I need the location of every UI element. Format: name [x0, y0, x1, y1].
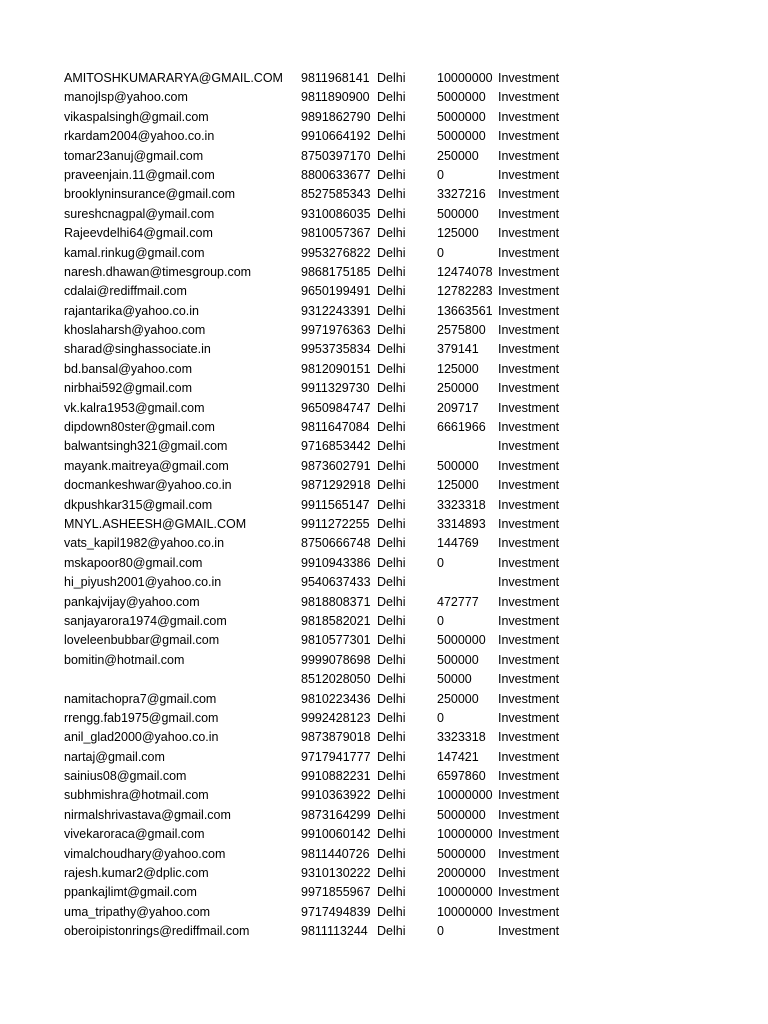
phone-cell: 9873164299: [301, 807, 371, 822]
type-cell: Investment: [498, 458, 560, 473]
type-cell: Investment: [498, 148, 560, 163]
table-row: [0, 728, 768, 747]
phone-cell: 9717941777: [301, 749, 371, 764]
city-cell: Delhi: [377, 633, 406, 648]
table-row: [0, 651, 768, 670]
amount-cell: 379141: [437, 342, 479, 357]
email-cell: sureshcnagpal@ymail.com: [64, 206, 215, 221]
city-cell: Delhi: [377, 904, 406, 919]
email-cell: rkardam2004@yahoo.co.in: [64, 129, 215, 144]
amount-cell: 0: [437, 245, 444, 260]
email-cell: brooklyninsurance@gmail.com: [64, 187, 236, 202]
table-row: [0, 612, 768, 631]
city-cell: Delhi: [377, 924, 406, 939]
email-cell: cdalai@rediffmail.com: [64, 284, 187, 299]
email-cell: docmankeshwar@yahoo.co.in: [64, 478, 232, 493]
city-cell: Delhi: [377, 846, 406, 861]
type-cell: Investment: [498, 885, 560, 900]
email-cell: sanjayarora1974@gmail.com: [64, 613, 227, 628]
table-row: [0, 767, 768, 786]
phone-cell: 9910664192: [301, 129, 371, 144]
amount-cell: 5000000: [437, 846, 486, 861]
phone-cell: 9811968141: [301, 71, 370, 85]
email-cell: MNYL.ASHEESH@GMAIL.COM: [64, 516, 247, 531]
email-cell: ppankajlimt@gmail.com: [64, 885, 197, 900]
amount-cell: 250000: [437, 148, 479, 163]
phone-cell: 9911272255: [301, 516, 370, 531]
table-row: [0, 845, 768, 864]
amount-cell: 209717: [437, 400, 479, 415]
table-row: [0, 205, 768, 224]
amount-cell: 5000000: [437, 109, 486, 124]
city-cell: Delhi: [377, 885, 406, 900]
table-row: [0, 69, 768, 88]
type-cell: Investment: [498, 827, 560, 842]
city-cell: Delhi: [377, 730, 406, 745]
amount-cell: 2575800: [437, 323, 486, 338]
type-cell: Investment: [498, 672, 560, 687]
type-cell: Investment: [498, 361, 560, 376]
email-cell: loveleenbubbar@gmail.com: [64, 633, 220, 648]
table-row: [0, 185, 768, 204]
type-cell: Investment: [498, 536, 560, 551]
city-cell: Delhi: [377, 303, 406, 318]
email-cell: bomitin@hotmail.com: [64, 652, 185, 667]
email-cell: anil_glad2000@yahoo.co.in: [64, 730, 219, 745]
email-cell: dipdown80ster@gmail.com: [64, 420, 215, 435]
phone-cell: 9911565147: [301, 497, 370, 512]
table-row: [0, 515, 768, 534]
amount-cell: 5000000: [437, 129, 486, 144]
city-cell: Delhi: [377, 478, 406, 493]
type-cell: Investment: [498, 323, 560, 338]
city-cell: Delhi: [377, 361, 406, 376]
type-cell: Investment: [498, 555, 560, 570]
type-cell: Investment: [498, 167, 560, 182]
email-cell: rrengg.fab1975@gmail.com: [64, 710, 219, 725]
table-row: [0, 883, 768, 902]
email-cell: mskapoor80@gmail.com: [64, 555, 203, 570]
type-cell: Investment: [498, 478, 560, 493]
email-cell: oberoipistonrings@rediffmail.com: [64, 924, 250, 939]
phone-cell: 9818808371: [301, 594, 371, 609]
city-cell: Delhi: [377, 167, 406, 182]
amount-cell: 5000000: [437, 90, 486, 105]
table-row: [0, 806, 768, 825]
type-cell: Investment: [498, 109, 560, 124]
email-cell: AMITOSHKUMARARYA@GMAIL.COM: [64, 71, 283, 85]
phone-cell: 9953735834: [301, 342, 371, 357]
table-row: [0, 690, 768, 709]
table-row: [0, 534, 768, 553]
amount-cell: 3314893: [437, 516, 486, 531]
email-cell: sainius08@gmail.com: [64, 769, 187, 784]
table-row: [0, 147, 768, 166]
amount-cell: 500000: [437, 206, 479, 221]
amount-cell: 6661966: [437, 420, 486, 435]
table-row: [0, 127, 768, 146]
city-cell: Delhi: [377, 691, 406, 706]
type-cell: Investment: [498, 381, 560, 396]
phone-cell: 9811647084: [301, 420, 370, 435]
email-cell: vk.kalra1953@gmail.com: [64, 400, 205, 415]
city-cell: Delhi: [377, 323, 406, 338]
city-cell: Delhi: [377, 516, 406, 531]
table-row: [0, 786, 768, 805]
type-cell: Investment: [498, 516, 560, 531]
table-row: [0, 864, 768, 883]
table-row: [0, 166, 768, 185]
amount-cell: 0: [437, 613, 444, 628]
amount-cell: 10000000: [437, 904, 493, 919]
email-cell: nirbhai592@gmail.com: [64, 381, 193, 396]
type-cell: Investment: [498, 613, 560, 628]
type-cell: Investment: [498, 420, 560, 435]
type-cell: Investment: [498, 769, 560, 784]
phone-cell: 9871292918: [301, 478, 371, 493]
table-row: [0, 360, 768, 379]
phone-cell: 9910363922: [301, 788, 371, 803]
city-cell: Delhi: [377, 400, 406, 415]
phone-cell: 9811890900: [301, 90, 370, 105]
type-cell: Investment: [498, 264, 560, 279]
table-row: [0, 340, 768, 359]
amount-cell: 125000: [437, 478, 479, 493]
type-cell: Investment: [498, 129, 560, 144]
city-cell: Delhi: [377, 206, 406, 221]
type-cell: Investment: [498, 652, 560, 667]
table-row: [0, 593, 768, 612]
type-cell: Investment: [498, 284, 560, 299]
email-cell: namitachopra7@gmail.com: [64, 691, 217, 706]
amount-cell: 0: [437, 167, 444, 182]
table-row: [0, 457, 768, 476]
email-cell: rajantarika@yahoo.co.in: [64, 303, 199, 318]
email-cell: bd.bansal@yahoo.com: [64, 361, 193, 376]
city-cell: Delhi: [377, 226, 406, 241]
table-row: [0, 825, 768, 844]
type-cell: Investment: [498, 245, 560, 260]
phone-cell: 8750666748: [301, 536, 371, 551]
email-cell: vikaspalsingh@gmail.com: [64, 109, 209, 124]
email-cell: dkpushkar315@gmail.com: [64, 497, 213, 512]
table-row: [0, 437, 768, 456]
phone-cell: 9312243391: [301, 303, 371, 318]
city-cell: Delhi: [377, 807, 406, 822]
amount-cell: 0: [437, 555, 444, 570]
amount-cell: 50000: [437, 672, 472, 687]
amount-cell: 10000000: [437, 71, 493, 85]
city-cell: Delhi: [377, 381, 406, 396]
amount-cell: 250000: [437, 691, 479, 706]
type-cell: Investment: [498, 730, 560, 745]
type-cell: Investment: [498, 303, 560, 318]
email-cell: vivekaroraca@gmail.com: [64, 827, 205, 842]
city-cell: Delhi: [377, 536, 406, 551]
email-cell: subhmishra@hotmail.com: [64, 788, 209, 803]
phone-cell: 9971855967: [301, 885, 371, 900]
email-cell: naresh.dhawan@timesgroup.com: [64, 264, 252, 279]
type-cell: Investment: [498, 788, 560, 803]
table-row: [0, 379, 768, 398]
phone-cell: 9818582021: [301, 613, 371, 628]
city-cell: Delhi: [377, 749, 406, 764]
type-cell: Investment: [498, 807, 560, 822]
table-row: [0, 224, 768, 243]
city-cell: Delhi: [377, 420, 406, 435]
amount-cell: 472777: [437, 594, 479, 609]
phone-cell: 9891862790: [301, 109, 371, 124]
email-cell: pankajvijay@yahoo.com: [64, 594, 200, 609]
type-cell: Investment: [498, 633, 560, 648]
phone-cell: 9650199491: [301, 284, 371, 299]
type-cell: Investment: [498, 439, 560, 454]
table-row: [0, 108, 768, 127]
type-cell: Investment: [498, 342, 560, 357]
type-cell: Investment: [498, 691, 560, 706]
email-cell: hi_piyush2001@yahoo.co.in: [64, 575, 222, 590]
amount-cell: 12782283: [437, 284, 493, 299]
type-cell: Investment: [498, 71, 560, 85]
table-row: [0, 670, 768, 689]
phone-cell: 9717494839: [301, 904, 371, 919]
city-cell: Delhi: [377, 342, 406, 357]
city-cell: Delhi: [377, 827, 406, 842]
amount-cell: 250000: [437, 381, 479, 396]
email-cell: nartaj@gmail.com: [64, 749, 165, 764]
city-cell: Delhi: [377, 264, 406, 279]
phone-cell: 9811113244: [301, 924, 368, 939]
city-cell: Delhi: [377, 613, 406, 628]
phone-cell: 9310086035: [301, 206, 371, 221]
amount-cell: 10000000: [437, 788, 493, 803]
type-cell: Investment: [498, 924, 560, 939]
phone-cell: 8512028050: [301, 672, 371, 687]
phone-cell: 9910882231: [301, 769, 371, 784]
table-row: [0, 399, 768, 418]
city-cell: Delhi: [377, 497, 406, 512]
phone-cell: 9911329730: [301, 381, 370, 396]
phone-cell: 8527585343: [301, 187, 371, 202]
city-cell: Delhi: [377, 109, 406, 124]
email-cell: nirmalshrivastava@gmail.com: [64, 807, 231, 822]
type-cell: Investment: [498, 90, 560, 105]
amount-cell: 3323318: [437, 730, 486, 745]
table-row: [0, 554, 768, 573]
phone-cell: 8800633677: [301, 167, 371, 182]
city-cell: Delhi: [377, 575, 406, 590]
city-cell: Delhi: [377, 458, 406, 473]
phone-cell: 9812090151: [301, 361, 371, 376]
phone-cell: 9716853442: [301, 439, 371, 454]
table-row: [0, 88, 768, 107]
phone-cell: 9953276822: [301, 245, 371, 260]
email-cell: balwantsingh321@gmail.com: [64, 439, 228, 454]
email-cell: tomar23anuj@gmail.com: [64, 148, 204, 163]
amount-cell: 125000: [437, 361, 479, 376]
amount-cell: 147421: [437, 749, 479, 764]
phone-cell: 9873879018: [301, 730, 371, 745]
table-row: [0, 282, 768, 301]
city-cell: Delhi: [377, 555, 406, 570]
table-row: [0, 244, 768, 263]
type-cell: Investment: [498, 187, 560, 202]
type-cell: Investment: [498, 400, 560, 415]
contact-sheet: [0, 69, 768, 942]
email-cell: vimalchoudhary@yahoo.com: [64, 846, 226, 861]
email-cell: khoslaharsh@yahoo.com: [64, 323, 206, 338]
type-cell: Investment: [498, 575, 560, 590]
city-cell: Delhi: [377, 652, 406, 667]
table-row: [0, 903, 768, 922]
email-cell: kamal.rinkug@gmail.com: [64, 245, 205, 260]
city-cell: Delhi: [377, 710, 406, 725]
city-cell: Delhi: [377, 284, 406, 299]
city-cell: Delhi: [377, 148, 406, 163]
city-cell: Delhi: [377, 187, 406, 202]
amount-cell: 5000000: [437, 633, 486, 648]
type-cell: Investment: [498, 594, 560, 609]
table-row: [0, 302, 768, 321]
type-cell: Investment: [498, 226, 560, 241]
city-cell: Delhi: [377, 90, 406, 105]
amount-cell: 3323318: [437, 497, 486, 512]
amount-cell: 0: [437, 924, 444, 939]
table-row: [0, 263, 768, 282]
amount-cell: 144769: [437, 536, 479, 551]
table-row: [0, 922, 768, 941]
type-cell: Investment: [498, 749, 560, 764]
amount-cell: 12474078: [437, 264, 493, 279]
email-cell: praveenjain.11@gmail.com: [64, 167, 215, 182]
amount-cell: 2000000: [437, 866, 486, 881]
amount-cell: 500000: [437, 652, 479, 667]
phone-cell: 9999078698: [301, 652, 371, 667]
phone-cell: 9810057367: [301, 226, 371, 241]
phone-cell: 9810223436: [301, 691, 371, 706]
email-cell: mayank.maitreya@gmail.com: [64, 458, 229, 473]
email-cell: sharad@singhassociate.in: [64, 342, 211, 357]
table-row: [0, 573, 768, 592]
phone-cell: 9310130222: [301, 866, 371, 881]
type-cell: Investment: [498, 206, 560, 221]
amount-cell: 500000: [437, 458, 479, 473]
email-cell: manojlsp@yahoo.com: [64, 90, 188, 105]
amount-cell: 0: [437, 710, 444, 725]
table-row: [0, 709, 768, 728]
city-cell: Delhi: [377, 71, 406, 85]
email-cell: uma_tripathy@yahoo.com: [64, 904, 211, 919]
type-cell: Investment: [498, 904, 560, 919]
type-cell: Investment: [498, 710, 560, 725]
table-row: [0, 631, 768, 650]
city-cell: Delhi: [377, 769, 406, 784]
phone-cell: 9868175185: [301, 264, 371, 279]
amount-cell: 3327216: [437, 187, 486, 202]
phone-cell: 9811440726: [301, 846, 370, 861]
amount-cell: 5000000: [437, 807, 486, 822]
phone-cell: 9910943386: [301, 555, 371, 570]
email-cell: vats_kapil1982@yahoo.co.in: [64, 536, 225, 551]
phone-cell: 9971976363: [301, 323, 371, 338]
city-cell: Delhi: [377, 672, 406, 687]
city-cell: Delhi: [377, 245, 406, 260]
table-row: [0, 748, 768, 767]
phone-cell: 9910060142: [301, 827, 371, 842]
phone-cell: 9540637433: [301, 575, 371, 590]
city-cell: Delhi: [377, 866, 406, 881]
table-row: [0, 418, 768, 437]
phone-cell: 9650984747: [301, 400, 371, 415]
phone-cell: 9810577301: [301, 633, 371, 648]
email-cell: rajesh.kumar2@dplic.com: [64, 866, 209, 881]
table-row: [0, 476, 768, 495]
email-cell: Rajeevdelhi64@gmail.com: [64, 226, 213, 241]
amount-cell: 13663561: [437, 303, 493, 318]
amount-cell: 6597860: [437, 769, 486, 784]
table-row: [0, 496, 768, 515]
city-cell: Delhi: [377, 594, 406, 609]
city-cell: Delhi: [377, 129, 406, 144]
amount-cell: 10000000: [437, 885, 493, 900]
type-cell: Investment: [498, 866, 560, 881]
city-cell: Delhi: [377, 439, 406, 454]
type-cell: Investment: [498, 497, 560, 512]
amount-cell: 10000000: [437, 827, 493, 842]
table-row: [0, 321, 768, 340]
city-cell: Delhi: [377, 788, 406, 803]
phone-cell: 9992428123: [301, 710, 371, 725]
amount-cell: 125000: [437, 226, 479, 241]
phone-cell: 9873602791: [301, 458, 371, 473]
phone-cell: 8750397170: [301, 148, 371, 163]
type-cell: Investment: [498, 846, 560, 861]
